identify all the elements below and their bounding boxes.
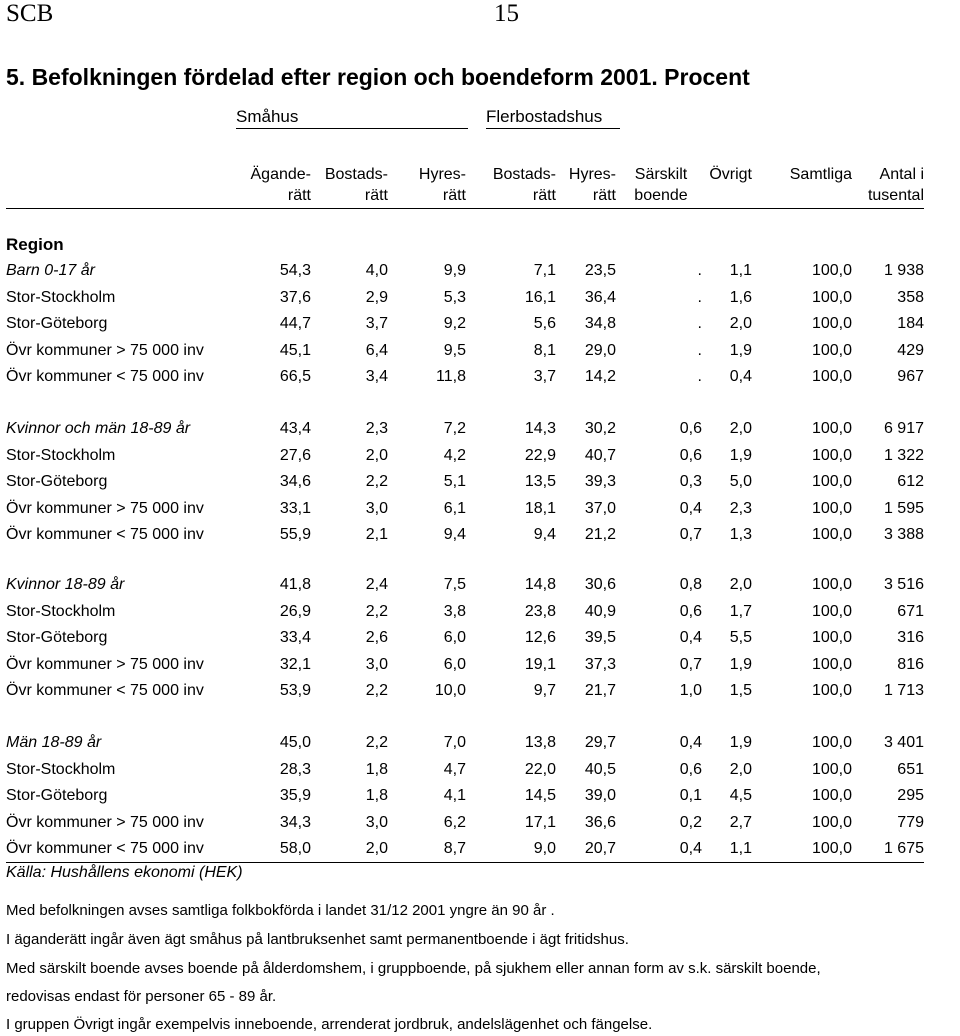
table-cell: 316 <box>897 629 924 646</box>
table-cell: 14,5 <box>524 787 556 804</box>
table-cell: 1,8 <box>365 787 388 804</box>
table-cell: 34,8 <box>584 315 616 332</box>
table-cell: 39,5 <box>584 629 616 646</box>
table-cell: 37,3 <box>584 655 616 673</box>
table-row <box>0 840 960 864</box>
table-cell: 0,4 <box>729 368 752 385</box>
table-cell: 7,1 <box>533 262 556 279</box>
table-row <box>0 368 960 392</box>
table-cell: 1 322 <box>883 446 924 464</box>
table-cell: 6,2 <box>443 813 466 831</box>
row-label: Stor-Stockholm <box>6 288 116 306</box>
table-cell: 37,0 <box>584 499 616 517</box>
table-row <box>0 262 960 286</box>
row-label: Övr kommuner > 75 000 inv <box>6 655 204 673</box>
table-cell: 1 675 <box>883 840 924 857</box>
table-cell: 3,0 <box>365 655 388 673</box>
table-cell: 32,1 <box>279 655 311 673</box>
table-cell: 1 595 <box>883 499 924 517</box>
table-cell: 30,6 <box>584 576 616 593</box>
table-row <box>0 682 960 706</box>
table-cell: 0,1 <box>679 787 702 804</box>
table-cell: 100,0 <box>811 315 852 332</box>
table-cell: 4,2 <box>443 446 466 464</box>
table-cell: 30,2 <box>584 420 616 437</box>
table-cell: 3 388 <box>883 526 924 543</box>
table-cell: 1,9 <box>729 446 752 464</box>
table-cell: 43,4 <box>279 420 311 437</box>
table-cell: 29,0 <box>584 341 616 359</box>
row-label: Stor-Göteborg <box>6 315 108 332</box>
table-cell: 23,8 <box>524 602 556 620</box>
table-cell: 2,0 <box>365 840 388 857</box>
table-cell: . <box>697 341 702 359</box>
header-rule <box>6 208 924 209</box>
column-header-5 <box>534 164 616 206</box>
table-cell: 0,8 <box>679 576 702 593</box>
row-label: Stor-Göteborg <box>6 629 108 646</box>
table-cell: 44,7 <box>279 315 311 332</box>
table-cell: 45,0 <box>279 734 311 751</box>
table-cell: 21,7 <box>584 682 616 699</box>
table-cell: 0,3 <box>679 473 702 490</box>
footnote-5: I gruppen Övrigt ingår exempelvis inneboende, arrenderat jordbruk, andelslägenhet och fängelse. <box>6 1016 653 1033</box>
column-header-line: tusental <box>867 187 924 204</box>
table-cell: 2,0 <box>729 576 752 593</box>
table-cell: 23,5 <box>584 262 616 279</box>
table-row <box>0 656 960 680</box>
table-cell: 22,0 <box>524 760 556 778</box>
column-header-line: Övrigt <box>709 166 752 183</box>
table-cell: 100,0 <box>811 341 852 359</box>
column-header-line: rätt <box>532 187 556 204</box>
table-cell: . <box>697 368 702 385</box>
column-header-8 <box>770 164 852 185</box>
table-cell: 4,1 <box>443 787 466 804</box>
table-cell: 100,0 <box>811 682 852 699</box>
row-label: Övr kommuner > 75 000 inv <box>6 341 204 359</box>
table-cell: 100,0 <box>811 760 852 778</box>
table-cell: 9,4 <box>533 526 556 543</box>
table-cell: 671 <box>897 602 924 620</box>
table-cell: 6,4 <box>365 341 388 359</box>
table-cell: 29,7 <box>584 734 616 751</box>
table-cell: . <box>697 315 702 332</box>
table-cell: 9,2 <box>443 315 466 332</box>
table-cell: 2,4 <box>365 576 388 593</box>
table-cell: 40,5 <box>584 760 616 778</box>
table-cell: 0,4 <box>679 840 702 857</box>
table-cell: 45,1 <box>279 341 311 359</box>
table-cell: 100,0 <box>811 446 852 464</box>
table-row <box>0 289 960 313</box>
table-cell: 100,0 <box>811 526 852 543</box>
column-header-line: Antal i <box>879 166 924 183</box>
group-underline-smahus <box>236 128 468 129</box>
page-number: 15 <box>494 0 519 27</box>
table-cell: 1,0 <box>679 682 702 699</box>
table-cell: 2,7 <box>729 813 752 831</box>
table-cell: 100,0 <box>811 576 852 593</box>
table-cell: 2,2 <box>365 602 388 620</box>
column-header-line: Ägande- <box>250 166 311 183</box>
table-cell: 37,6 <box>279 288 311 306</box>
table-cell: 33,4 <box>279 629 311 646</box>
table-cell: 9,5 <box>443 341 466 359</box>
table-cell: 2,2 <box>365 734 388 751</box>
table-cell: 184 <box>897 315 924 332</box>
table-cell: 2,3 <box>729 499 752 517</box>
table-row <box>0 420 960 444</box>
table-cell: 1 713 <box>883 682 924 699</box>
row-label: Stor-Göteborg <box>6 787 108 804</box>
table-cell: 295 <box>897 787 924 804</box>
row-label: Övr kommuner < 75 000 inv <box>6 682 204 699</box>
table-cell: 2,2 <box>365 473 388 490</box>
table-cell: 1,3 <box>729 526 752 543</box>
row-label: Övr kommuner < 75 000 inv <box>6 526 204 543</box>
column-header-7 <box>670 164 752 185</box>
table-cell: 100,0 <box>811 813 852 831</box>
publisher-label: SCB <box>6 0 54 27</box>
row-label: Barn 0-17 år <box>6 262 95 279</box>
row-label: Män 18-89 år <box>6 734 102 751</box>
table-cell: 13,5 <box>524 473 556 490</box>
table-cell: 612 <box>897 473 924 490</box>
table-cell: 100,0 <box>811 629 852 646</box>
table-cell: 0,6 <box>679 446 702 464</box>
table-cell: 1,6 <box>729 288 752 306</box>
table-cell: 39,0 <box>584 787 616 804</box>
table-cell: 20,7 <box>584 840 616 857</box>
table-cell: 53,9 <box>279 682 311 699</box>
table-cell: 11,8 <box>436 368 466 385</box>
row-label: Kvinnor 18-89 år <box>6 576 125 593</box>
table-cell: 19,1 <box>524 655 556 673</box>
table-cell: 0,4 <box>679 499 702 517</box>
table-cell: 36,4 <box>584 288 616 306</box>
table-cell: 2,6 <box>365 629 388 646</box>
column-header-9 <box>842 164 924 206</box>
table-cell: 3,0 <box>365 499 388 517</box>
table-cell: 5,3 <box>443 288 466 306</box>
table-cell: 2,0 <box>729 760 752 778</box>
footnote-2: I äganderätt ingår även ägt småhus på lantbruksenhet samt permanentboende i ägt fritidshus. <box>6 931 629 948</box>
table-row <box>0 500 960 524</box>
table-cell: 3,7 <box>533 368 556 385</box>
table-cell: 14,3 <box>524 420 556 437</box>
row-label: Stor-Stockholm <box>6 760 116 778</box>
table-cell: 7,0 <box>443 734 466 751</box>
table-cell: 40,9 <box>584 602 616 620</box>
table-cell: 55,9 <box>279 526 311 543</box>
table-cell: 429 <box>897 341 924 359</box>
table-cell: 1,8 <box>365 760 388 778</box>
table-cell: 16,1 <box>524 288 556 306</box>
footnote-4: redovisas endast för personer 65 - 89 år. <box>6 988 277 1005</box>
table-row <box>0 814 960 838</box>
table-cell: . <box>697 262 702 279</box>
row-label: Stor-Stockholm <box>6 602 116 620</box>
row-label: Övr kommuner > 75 000 inv <box>6 499 204 517</box>
table-cell: 18,1 <box>524 499 556 517</box>
row-label: Övr kommuner > 75 000 inv <box>6 813 204 831</box>
table-cell: 651 <box>897 760 924 778</box>
table-cell: 1,9 <box>729 734 752 751</box>
table-cell: 2,3 <box>365 420 388 437</box>
column-header-3 <box>384 164 466 206</box>
table-cell: 1,9 <box>729 341 752 359</box>
table-cell: 5,5 <box>729 629 752 646</box>
table-cell: 100,0 <box>811 420 852 437</box>
table-cell: 33,1 <box>279 499 311 517</box>
table-cell: 8,7 <box>443 840 466 857</box>
table-title: 5. Befolkningen fördelad efter region och boendeform 2001. Procent <box>6 64 750 90</box>
table-cell: 28,3 <box>279 760 311 778</box>
table-row <box>0 526 960 550</box>
column-header-line: rätt <box>364 187 388 204</box>
column-header-1 <box>229 164 311 206</box>
table-cell: 100,0 <box>811 499 852 517</box>
table-cell: 41,8 <box>279 576 311 593</box>
table-cell: 34,6 <box>279 473 311 490</box>
table-cell: 22,9 <box>524 446 556 464</box>
table-cell: 34,3 <box>279 813 311 831</box>
table-cell: 0,4 <box>679 734 702 751</box>
table-cell: 5,6 <box>533 315 556 332</box>
table-cell: 2,0 <box>729 315 752 332</box>
group-underline-flerbostadshus <box>486 128 620 129</box>
table-cell: 100,0 <box>811 602 852 620</box>
table-cell: 3,4 <box>365 368 388 385</box>
table-cell: 6 917 <box>883 420 924 437</box>
table-cell: 0,4 <box>679 629 702 646</box>
table-cell: 100,0 <box>811 655 852 673</box>
footnote-3: Med särskilt boende avses boende på ålderdomshem, i gruppboende, på sjukhem eller annan form av s.k. särskilt boende, <box>6 960 821 977</box>
table-cell: 13,8 <box>524 734 556 751</box>
table-cell: 0,6 <box>679 420 702 437</box>
table-row <box>0 447 960 471</box>
table-cell: 100,0 <box>811 734 852 751</box>
footnote-1: Med befolkningen avses samtliga folkbokförda i landet 31/12 2001 yngre än 90 år . <box>6 902 555 919</box>
table-cell: 7,2 <box>443 420 466 437</box>
table-cell: 27,6 <box>279 446 311 464</box>
table-cell: 17,1 <box>524 813 556 831</box>
region-heading: Region <box>6 235 64 254</box>
table-cell: 6,0 <box>443 629 466 646</box>
table-cell: 0,7 <box>679 655 702 673</box>
table-cell: 6,0 <box>443 655 466 673</box>
table-cell: . <box>697 288 702 306</box>
column-header-line: rätt <box>592 187 616 204</box>
column-header-line: boende <box>634 187 688 204</box>
table-row <box>0 761 960 785</box>
bottom-rule <box>6 862 924 863</box>
table-cell: 358 <box>897 288 924 306</box>
table-cell: 54,3 <box>279 262 311 279</box>
table-cell: 2,1 <box>365 526 388 543</box>
table-cell: 36,6 <box>584 813 616 831</box>
table-cell: 2,9 <box>365 288 388 306</box>
table-row <box>0 473 960 497</box>
table-cell: 0,2 <box>679 813 702 831</box>
table-cell: 100,0 <box>811 288 852 306</box>
row-label: Stor-Göteborg <box>6 473 108 490</box>
table-cell: 779 <box>897 813 924 831</box>
table-cell: 9,4 <box>443 526 466 543</box>
table-row <box>0 629 960 653</box>
table-cell: 1,7 <box>729 602 752 620</box>
table-cell: 4,0 <box>365 262 388 279</box>
table-cell: 1,1 <box>729 840 752 857</box>
table-cell: 5,0 <box>729 473 752 490</box>
column-header-line: Samtliga <box>789 166 852 183</box>
table-cell: 39,3 <box>584 473 616 490</box>
table-cell: 14,2 <box>584 368 616 385</box>
row-label: Stor-Stockholm <box>6 446 116 464</box>
column-header-line: rätt <box>442 187 466 204</box>
column-header-line: Särskilt <box>634 166 688 183</box>
table-cell: 0,6 <box>679 602 702 620</box>
table-cell: 1,5 <box>729 682 752 699</box>
table-row <box>0 576 960 600</box>
table-cell: 58,0 <box>279 840 311 857</box>
table-cell: 967 <box>897 368 924 385</box>
column-header-line: rätt <box>287 187 311 204</box>
table-cell: 1 938 <box>883 262 924 279</box>
table-cell: 1,1 <box>729 262 752 279</box>
table-cell: 5,1 <box>443 473 466 490</box>
table-cell: 100,0 <box>811 262 852 279</box>
group-header-smahus: Småhus <box>236 107 299 126</box>
table-cell: 40,7 <box>584 446 616 464</box>
table-cell: 14,8 <box>524 576 556 593</box>
column-header-line: Hyres- <box>418 166 466 183</box>
table-cell: 35,9 <box>279 787 311 804</box>
table-cell: 100,0 <box>811 840 852 857</box>
row-label: Övr kommuner < 75 000 inv <box>6 368 204 385</box>
table-row <box>0 315 960 339</box>
table-cell: 10,0 <box>434 682 466 699</box>
row-label: Övr kommuner < 75 000 inv <box>6 840 204 857</box>
table-cell: 2,0 <box>729 420 752 437</box>
table-cell: 21,2 <box>584 526 616 543</box>
table-cell: 100,0 <box>811 473 852 490</box>
table-cell: 9,0 <box>533 840 556 857</box>
table-cell: 3,0 <box>365 813 388 831</box>
table-cell: 26,9 <box>279 602 311 620</box>
table-cell: 7,5 <box>443 576 466 593</box>
table-cell: 3 516 <box>883 576 924 593</box>
table-cell: 0,6 <box>679 760 702 778</box>
table-cell: 4,7 <box>443 760 466 778</box>
table-cell: 3 401 <box>883 734 924 751</box>
table-cell: 816 <box>897 655 924 673</box>
table-cell: 12,6 <box>524 629 556 646</box>
table-cell: 9,7 <box>533 682 556 699</box>
table-row <box>0 734 960 758</box>
table-cell: 0,7 <box>679 526 702 543</box>
table-row <box>0 342 960 366</box>
table-cell: 3,7 <box>365 315 388 332</box>
column-header-line: Bostads- <box>324 166 388 183</box>
table-cell: 1,9 <box>729 655 752 673</box>
table-cell: 4,5 <box>729 787 752 804</box>
column-header-line: Bostads- <box>492 166 556 183</box>
column-header-line: Hyres- <box>568 166 616 183</box>
table-cell: 100,0 <box>811 787 852 804</box>
table-row <box>0 603 960 627</box>
table-cell: 2,2 <box>365 682 388 699</box>
table-cell: 9,9 <box>443 262 466 279</box>
row-label: Kvinnor och män 18-89 år <box>6 420 191 437</box>
table-cell: 100,0 <box>811 368 852 385</box>
column-header-2 <box>306 164 388 206</box>
table-cell: 6,1 <box>443 499 466 517</box>
table-cell: 3,8 <box>443 602 466 620</box>
table-row <box>0 787 960 811</box>
table-cell: 66,5 <box>279 368 311 385</box>
group-header-flerbostadshus: Flerbostadshus <box>486 107 603 126</box>
source-note: Källa: Hushållens ekonomi (HEK) <box>6 864 243 881</box>
table-cell: 2,0 <box>365 446 388 464</box>
table-cell: 8,1 <box>533 341 556 359</box>
